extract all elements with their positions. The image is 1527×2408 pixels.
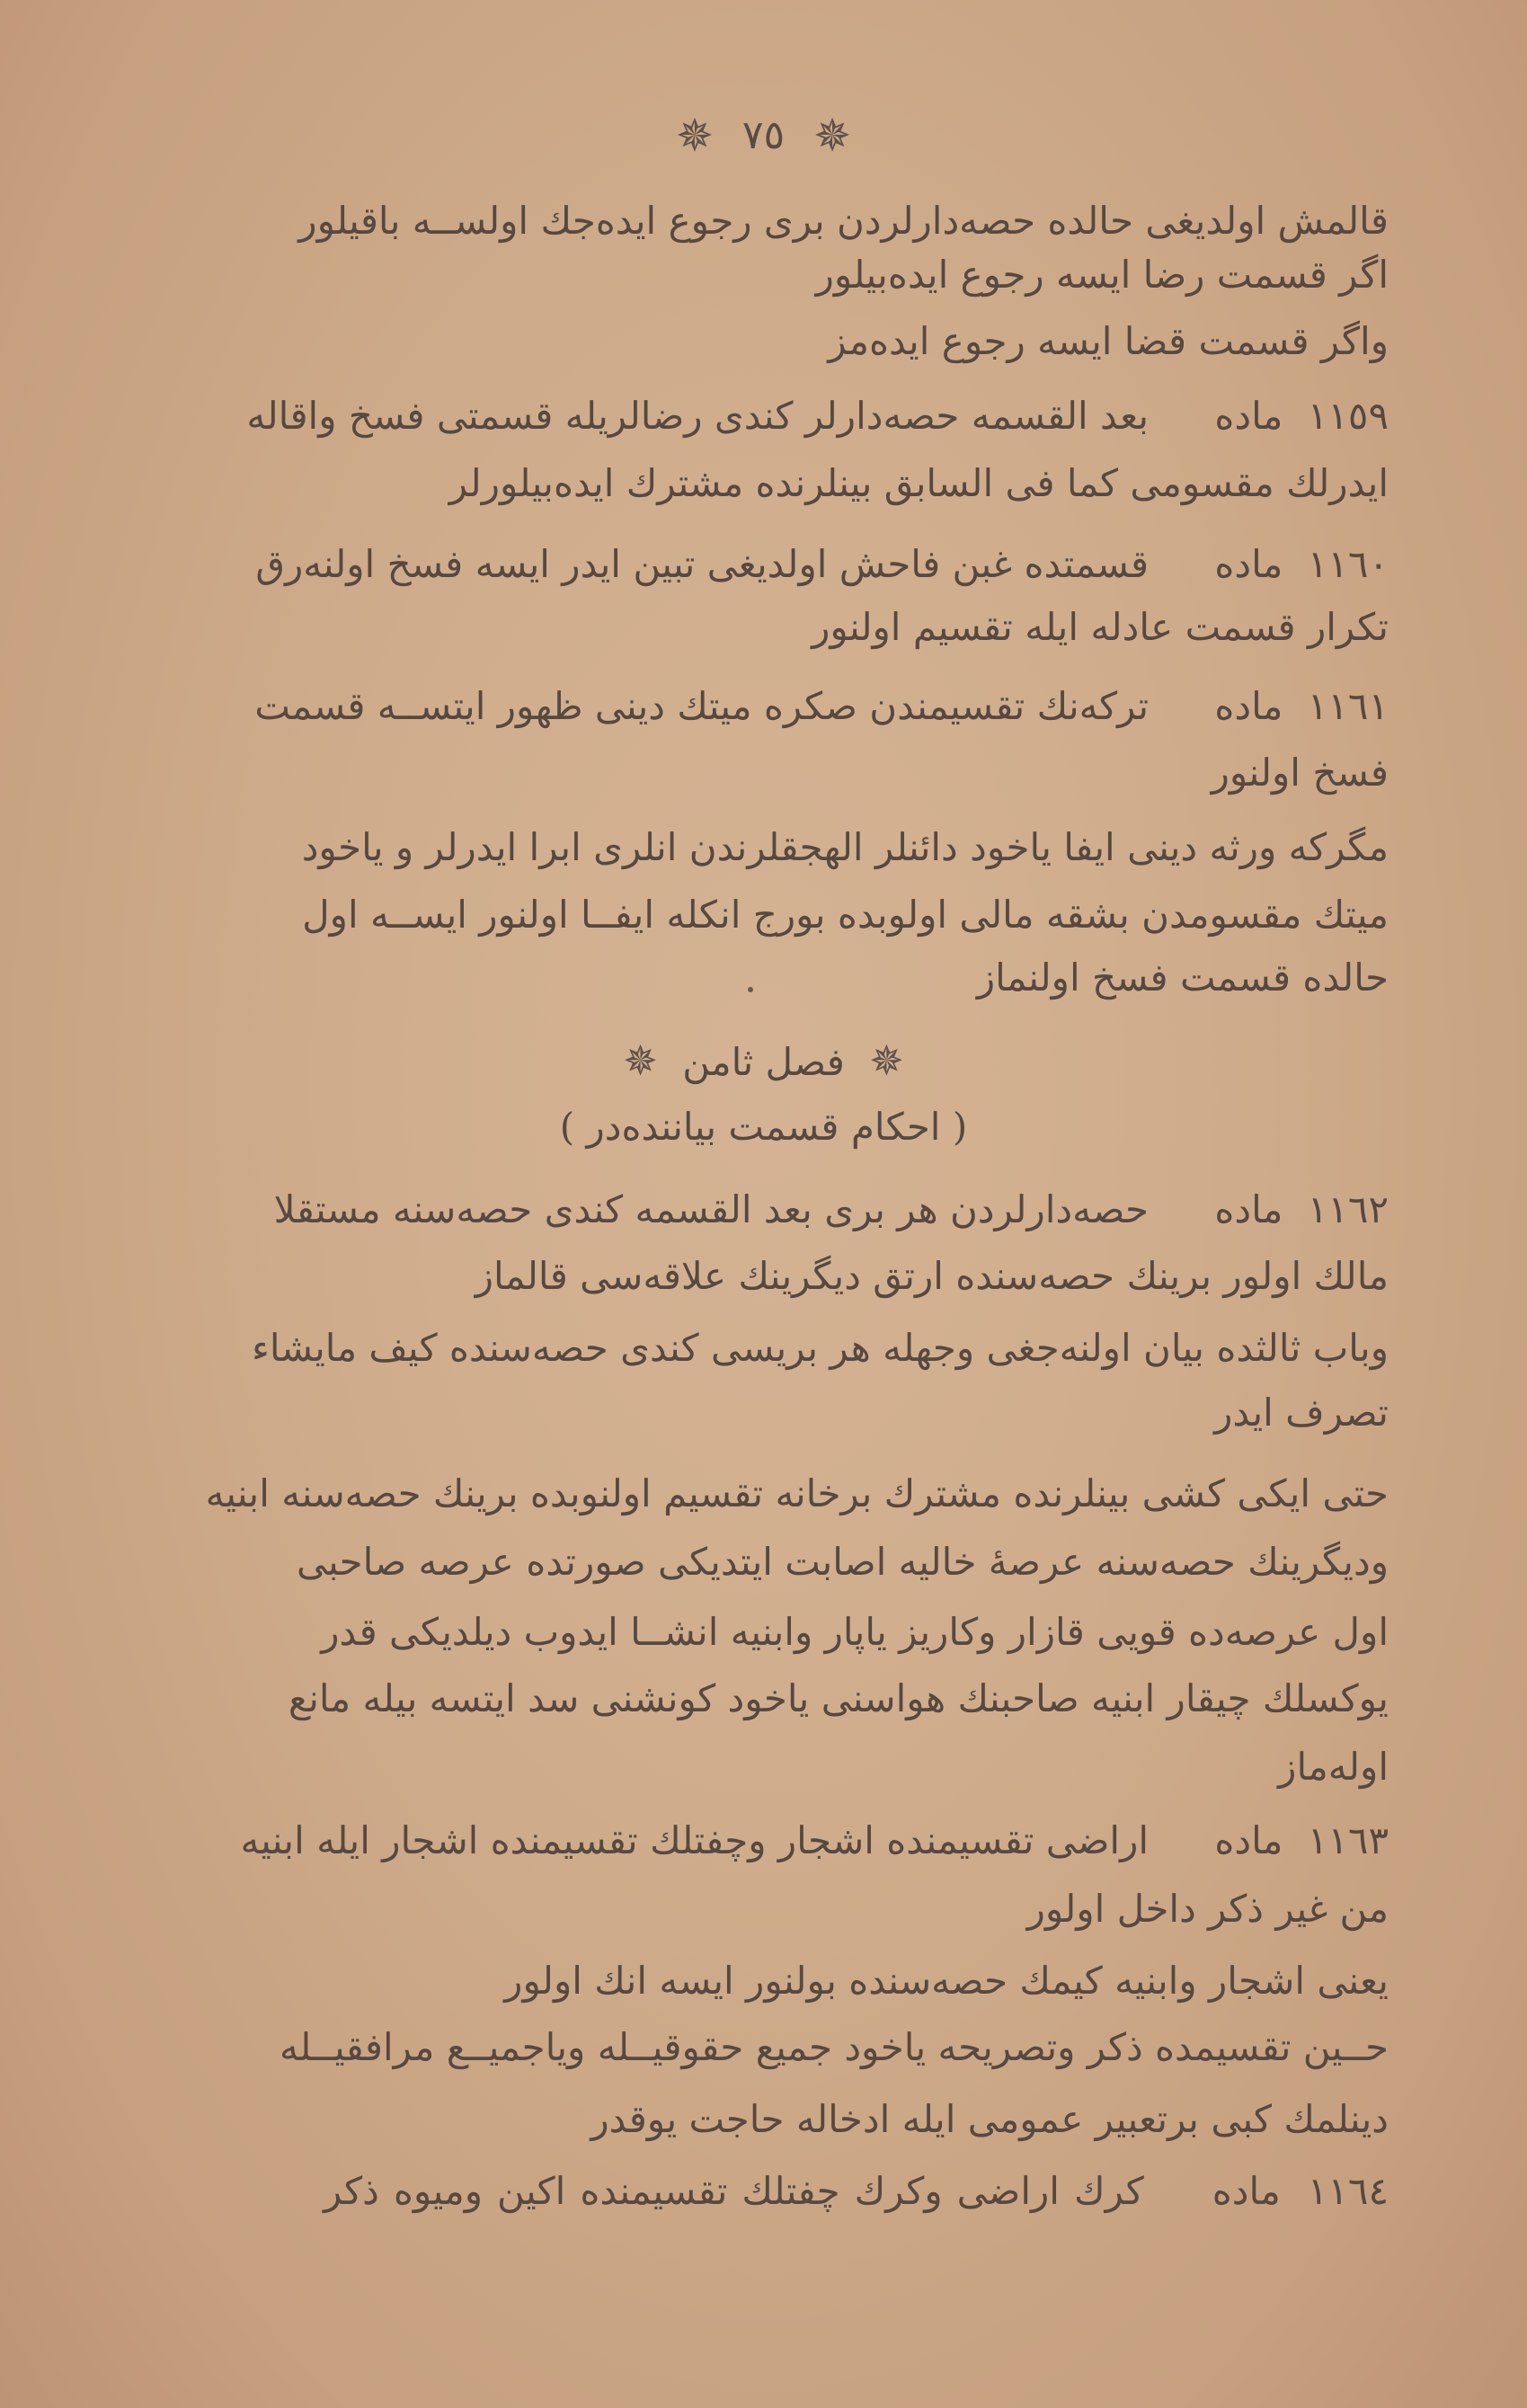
text-line: ودیگرینك حصه‌سنه عرصهٔ خالیه اصابت ایتدیکی صورتده عرصه صاحبی <box>297 1540 1389 1584</box>
text-line: واگر قسمت قضا ایسه رجوع ایده‌مز <box>828 319 1389 363</box>
text-line: مگرکه ورثه دینی ایفا یاخود دائنلر الهجقلرندن انلری ابرا ایدرلر و یاخود <box>301 825 1389 869</box>
article-1163: ١١٦٣ ماده اراضی تقسیمنده اشجار وچفتلك تقسیمنده اشجار ایله ابنیه <box>240 1818 1389 1862</box>
text-line: یوکسلك چیقار ابنیه صاحبنك هواسنی یاخود کونشنی سد ایتسه بیله مانع <box>288 1676 1389 1720</box>
article-number: ١١٦٠ <box>1307 542 1389 586</box>
text-line: تکرار قسمت عادله ایله تقسیم اولنور <box>812 605 1389 649</box>
print-speck <box>748 987 753 992</box>
article-1162: ١١٦٢ ماده حصه‌دارلردن هر بری بعد القسمه کندی حصه‌سنه مستقلا <box>273 1187 1389 1231</box>
article-label: ماده <box>1214 1818 1283 1862</box>
article-1164: ١١٦٤ ماده کرك اراضی وکرك چفتلك تقسیمنده اکین ومیوه ذکر <box>324 2169 1389 2213</box>
article-number: ١١٦٢ <box>1307 1187 1389 1231</box>
text-line: یعنی اشجار وابنیه کیمك حصه‌سنده بولنور ایسه انك اولور <box>504 1959 1389 2003</box>
text-line: ایدرلك مقسومی کما فی السابق بینلرنده مشترك ایده‌بیلورلر <box>448 461 1389 505</box>
text-line: قالمش اولدیغی حالده حصه‌دارلردن بری رجوع ایده‌جك اولســه باقیلور <box>298 199 1389 243</box>
text-line: اگر قسمت رضا ایسه رجوع ایده‌بیلور <box>815 253 1389 297</box>
text-line: اوله‌ماز <box>1278 1745 1389 1789</box>
asterisk-ornament-icon: ✵ <box>813 109 852 162</box>
article-label: ماده <box>1214 684 1283 728</box>
article-number: ١١٥٩ <box>1307 394 1389 438</box>
text-line: حالده قسمت فسخ اولنماز <box>976 955 1389 1000</box>
article-1161: ١١٦١ ماده ترکه‌نك تقسیمندن صکره میتك دینی ظهور ایتســه قسمت <box>254 684 1389 728</box>
text-line: فسخ اولنور <box>1211 751 1389 795</box>
article-number: ١١٦٣ <box>1307 1818 1389 1862</box>
article-label: ماده <box>1214 542 1283 586</box>
article-1160: ١١٦٠ ماده قسمتده غبن فاحش اولدیغی تبین ایدر ایسه فسخ اولنه‌رق <box>255 542 1389 586</box>
asterisk-ornament-icon: ✵ <box>623 1036 658 1085</box>
text-line: حتی ایکی کشی بینلرنده مشترك برخانه تقسیم اولنوبده برینك حصه‌سنه ابنیه <box>205 1471 1389 1515</box>
asterisk-ornament-icon: ✵ <box>869 1036 904 1085</box>
section-subtitle: ( احکام قسمت بیاننده‌در ) <box>559 1105 968 1149</box>
article-label: ماده <box>1214 1187 1283 1231</box>
text-line: مالك اولور برینك حصه‌سنده ارتق دیگرینك علاقه‌سی قالماز <box>475 1254 1389 1298</box>
article-label: ماده <box>1212 2169 1281 2213</box>
text-line: دینلمك کبی برتعبیر عمومی ایله ادخاله حاجت یوقدر <box>590 2097 1389 2141</box>
article-label: ماده <box>1214 394 1283 438</box>
page-header <box>0 106 1527 163</box>
text-line: میتك مقسومدن بشقه مالی اولوبده بورج انکله ایفــا اولنور ایســه اول <box>302 893 1389 937</box>
text-line: تصرف ایدر <box>1214 1391 1389 1435</box>
page-number: ٧٥ <box>741 111 786 158</box>
section-title-text: فصل ثامن <box>682 1040 845 1084</box>
text-line: حــین تقسیمده ذکر وتصریحه یاخود جمیع حقوقیــله ویاجمیــع مرافقیــله <box>279 2025 1389 2069</box>
section-heading <box>0 1035 1527 1088</box>
text-line: اول عرصه‌ده قویی قازار وکاریز یاپار وابنیه انشــا ایدوب دیلدیکی قدر <box>321 1610 1389 1654</box>
article-number: ١١٦١ <box>1307 684 1389 728</box>
article-1159: ١١٥٩ ماده بعد القسمه حصه‌دارلر کندی رضالریله قسمتی فسخ واقاله <box>246 394 1389 438</box>
article-number: ١١٦٤ <box>1307 2169 1389 2213</box>
text-line: وباب ثالثده بیان اولنه‌جغی وجهله هر بریسی کندی حصه‌سنده کیف مایشاء <box>252 1326 1389 1370</box>
asterisk-ornament-icon: ✵ <box>675 109 714 162</box>
text-line: من غیر ذکر داخل اولور <box>1026 1887 1389 1931</box>
